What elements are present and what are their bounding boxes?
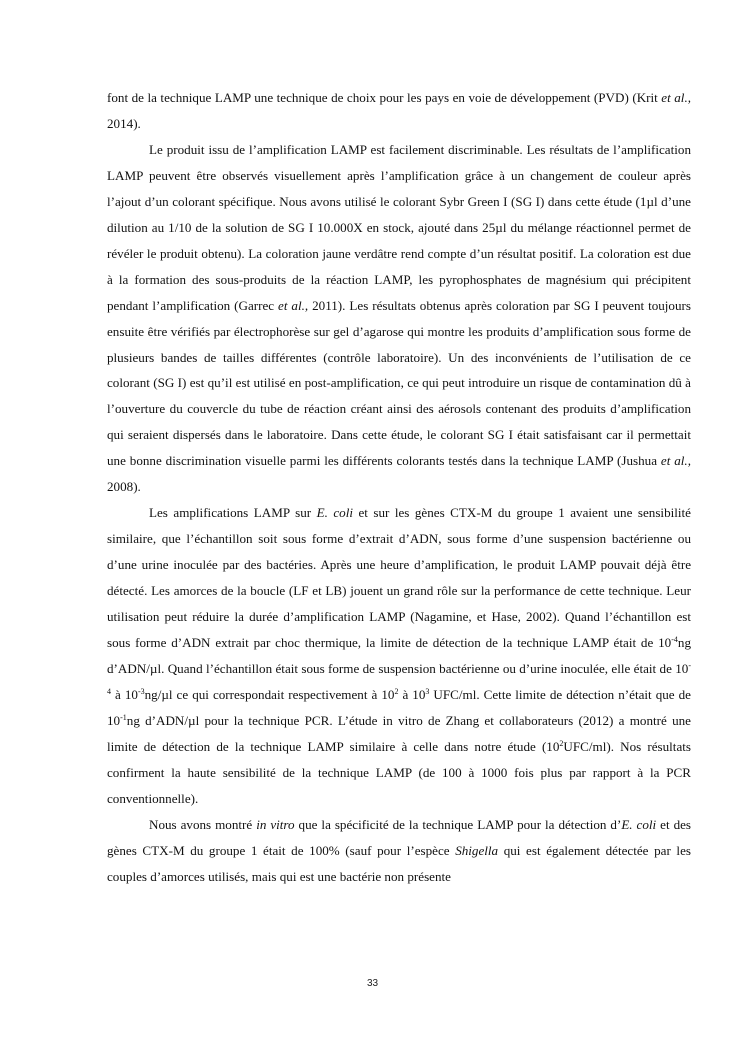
- paragraph: [107, 812, 691, 890]
- text-run: font de la technique LAMP une technique de choix pour les pays en voie de développement (PVD) (Krit: [107, 90, 662, 105]
- paragraph: [107, 137, 691, 500]
- paragraph: [107, 85, 691, 137]
- italic-text: et al.,: [661, 90, 691, 105]
- text-run: ng/µl ce qui correspondait respectivement à 10: [144, 686, 395, 702]
- superscript-exponent: -1: [120, 712, 127, 722]
- italic-text: et al.,: [278, 297, 309, 313]
- paragraph: [107, 500, 691, 811]
- page-number: 33: [366, 978, 379, 989]
- text-run: Les amplifications LAMP sur: [149, 505, 317, 521]
- text-run: et sur les gènes CTX-M du groupe 1 avaient une sensibilité similaire, que l’échantillon soit sous forme d’extrait d’ADN, sous forme d’une suspension bactérienne ou d’une urine inoculée par des bactéries. Après une heure d’amplification, le produit LAMP pouvait déjà être détecté. Les amorces de la boucle (LF et LB) jouent un grand rôle sur la performance de cette technique. Leur utilisation peut réduire la durée d’amplification LAMP (Nagamine, et Hase, 2002). Quand l’échantillon est sous forme d’ADN extrait par choc thermique, la limite de détection de la technique LAMP était de 10: [107, 505, 691, 651]
- text-run: ng d’ADN/µl pour la technique PCR. L’étude in vitro de Zhang et collaborateurs (2012) a montré une limite de détection de la technique LAMP similaire à celle dans notre étude (10: [107, 712, 691, 754]
- superscript-exponent: 2: [394, 686, 399, 696]
- text-run: 2014).: [107, 115, 141, 131]
- superscript-exponent: -4: [107, 660, 691, 696]
- text-run: 2008).: [107, 479, 141, 495]
- body-text: [107, 85, 691, 890]
- text-run: que la spécificité de la technique LAMP pour la détection d’: [294, 816, 622, 832]
- text-run: 2011). Les résultats obtenus après coloration par SG I peuvent toujours ensuite être vérifiés par électrophorèse sur gel d’agarose qui montre les produits d’amplification sous forme de plusieurs bandes de tailles différentes (contrôle laboratoire). Un des inconvénients de l’utilisation de ce colorant (SG I) est qu’il est utilisé en post-amplification, ce qui peut introduire un risque de contamination dû à l’ouverture du couvercle du tube de réaction créant ainsi des aérosols contenant des produits d’amplification qui seraient dispersés dans le laboratoire. Dans cette étude, le colorant SG I était satisfaisant car il permettait une bonne discrimination visuelle parmi les différents colorants testés dans la technique LAMP (Jushua: [107, 297, 691, 469]
- text-run: Le produit issu de l’amplification LAMP est facilement discriminable. Les résultats de l’amplification LAMP peuvent être observés visuellement après l’amplification grâce à un changement de couleur après l’ajout d’un colorant spécifique. Nous avons utilisé le colorant Sybr Green I (SG I) dans cette étude (1µl d’une dilution au 1/10 de la solution de SG I 10.000X en stock, ajouté dans 25µl du mélange réactionnel permet de révéler le produit obtenu). La coloration jaune verdâtre rend compte d’un résultat positif. La coloration est due à la formation des sous-produits de la réaction LAMP, les pyrophosphates de magnésium qui précipitent pendant l’amplification (Garrec: [107, 141, 691, 313]
- italic-text: Shigella: [455, 842, 499, 858]
- superscript-exponent: 3: [425, 686, 430, 696]
- italic-text: E. coli: [621, 816, 657, 832]
- superscript-exponent: -3: [137, 686, 145, 696]
- text-run: à 10: [398, 686, 426, 702]
- italic-text: in vitro: [256, 816, 295, 832]
- text-run: Nous avons montré: [149, 816, 257, 832]
- superscript-exponent: -4: [671, 635, 678, 645]
- italic-text: et al.,: [660, 453, 691, 469]
- text-run: et des gènes CTX-M du groupe 1 était de 100% (sauf pour l’espèce: [107, 816, 692, 858]
- text-run: UFC/ml). Nos résultats confirment la haute sensibilité de la technique LAMP (de 100 à 1000 fois plus par rapport à la PCR conventionnelle).: [107, 738, 691, 806]
- text-run: à 10: [111, 686, 138, 702]
- superscript-exponent: 2: [559, 738, 564, 748]
- text-run: UFC/ml. Cette limite de détection n’était que de 10: [107, 686, 691, 728]
- text-run: ng d’ADN/µl. Quand l’échantillon était sous forme de suspension bactérienne ou d’urine inoculée, elle était de 10: [107, 635, 691, 676]
- text-run: qui est également détectée par les couples d’amorces utilisés, mais qui est une bactérie non présente: [107, 842, 691, 884]
- italic-text: E. coli: [316, 505, 353, 521]
